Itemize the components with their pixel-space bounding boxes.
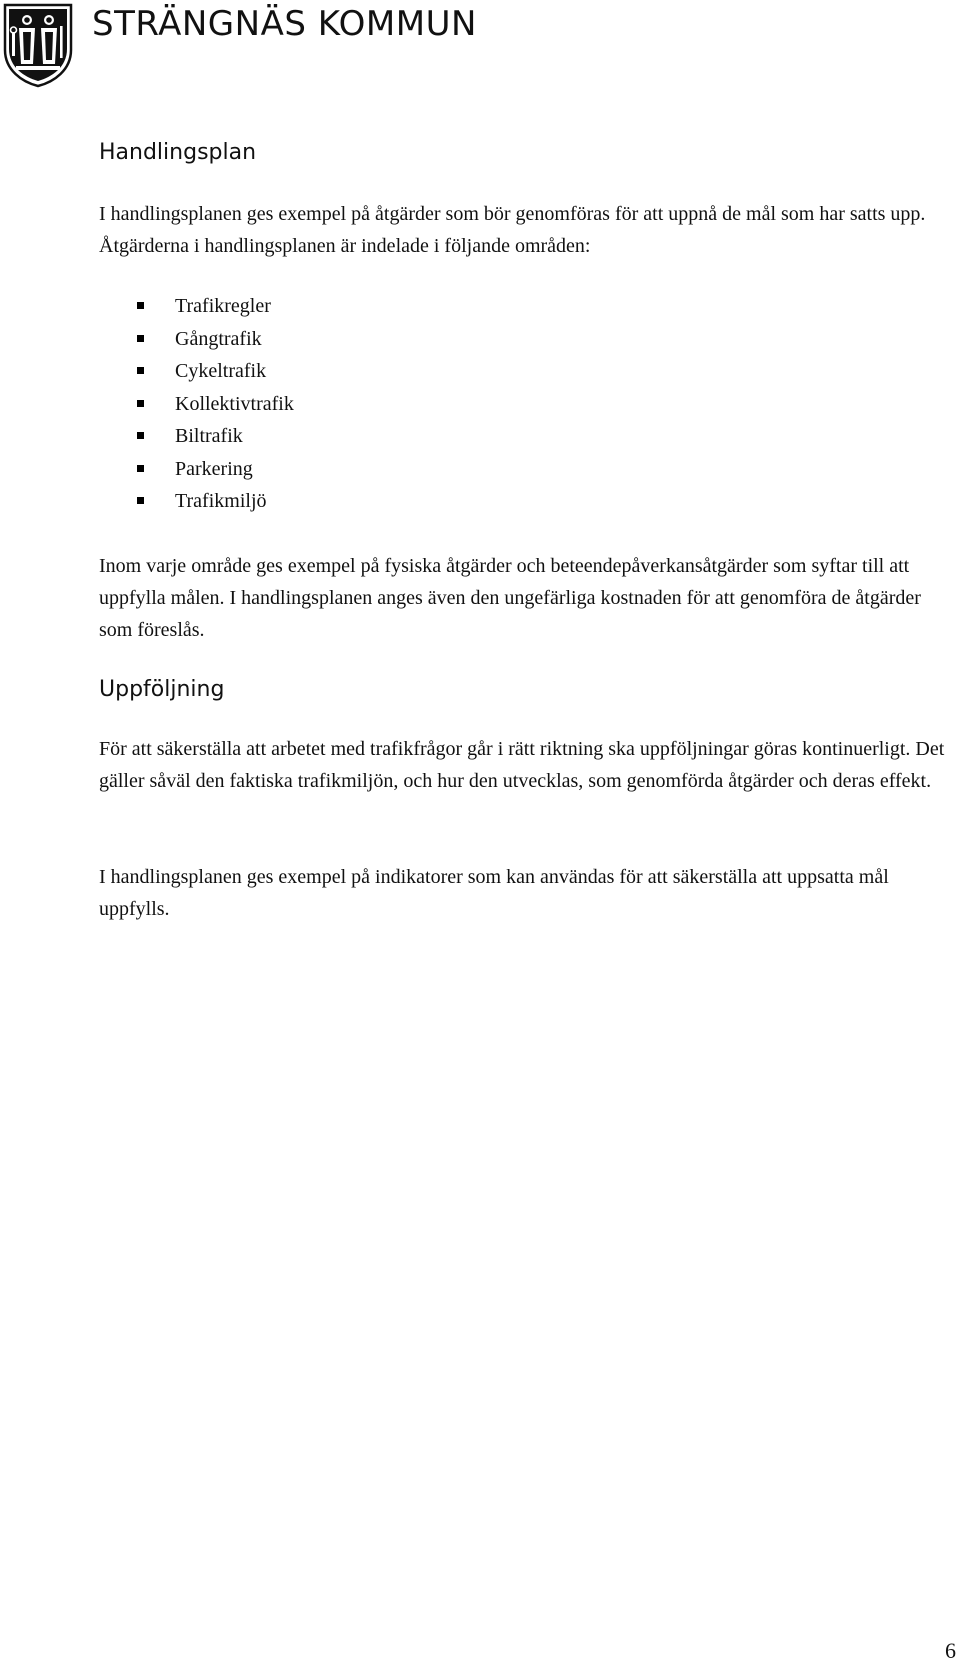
list-item: Kollektivtrafik	[137, 388, 294, 421]
page-header	[0, 0, 960, 92]
list-item: Trafikregler	[137, 290, 294, 323]
square-bullet-icon	[137, 400, 144, 407]
square-bullet-icon	[137, 335, 144, 342]
square-bullet-icon	[137, 367, 144, 374]
list-item: Cykeltrafik	[137, 355, 294, 388]
organization-name: STRÄNGNÄS KOMMUN	[92, 4, 477, 44]
indicators-paragraph: I handlingsplanen ges exempel på indikatorer som kan användas för att säkerställa att uppsatta mål uppfylls.	[99, 866, 889, 920]
list-item: Parkering	[137, 453, 294, 486]
list-item: Biltrafik	[137, 420, 294, 453]
coat-of-arms-icon	[2, 2, 74, 88]
list-item: Gångtrafik	[137, 323, 294, 356]
square-bullet-icon	[137, 432, 144, 439]
areas-list	[137, 290, 294, 518]
section-heading-uppfoljning: Uppföljning	[99, 677, 225, 702]
square-bullet-icon	[137, 302, 144, 309]
page-number: 6	[945, 1638, 956, 1663]
intro-paragraph: I handlingsplanen ges exempel på åtgärder som bör genomföras för att uppnå de mål som har satts upp. Åtgärderna i handlingsplanen är indelade i följande områden:	[99, 203, 926, 257]
follow-up-paragraph: För att säkerställa att arbetet med trafikfrågor går i rätt riktning ska uppföljningar göras kontinuerligt. Det gäller såväl den faktiska trafikmiljön, och hur den utvecklas, som genomförda åtgärder och deras effekt.	[99, 738, 945, 792]
measures-paragraph: Inom varje område ges exempel på fysiska åtgärder och beteendepåverkansåtgärder som syftar till att uppfylla målen. I handlingsplanen anges även den ungefärliga kostnaden för att genomföra de åtgärder som föreslås.	[99, 555, 921, 641]
square-bullet-icon	[137, 465, 144, 472]
list-item: Trafikmiljö	[137, 485, 294, 518]
square-bullet-icon	[137, 497, 144, 504]
section-heading-handlingsplan: Handlingsplan	[99, 140, 257, 165]
